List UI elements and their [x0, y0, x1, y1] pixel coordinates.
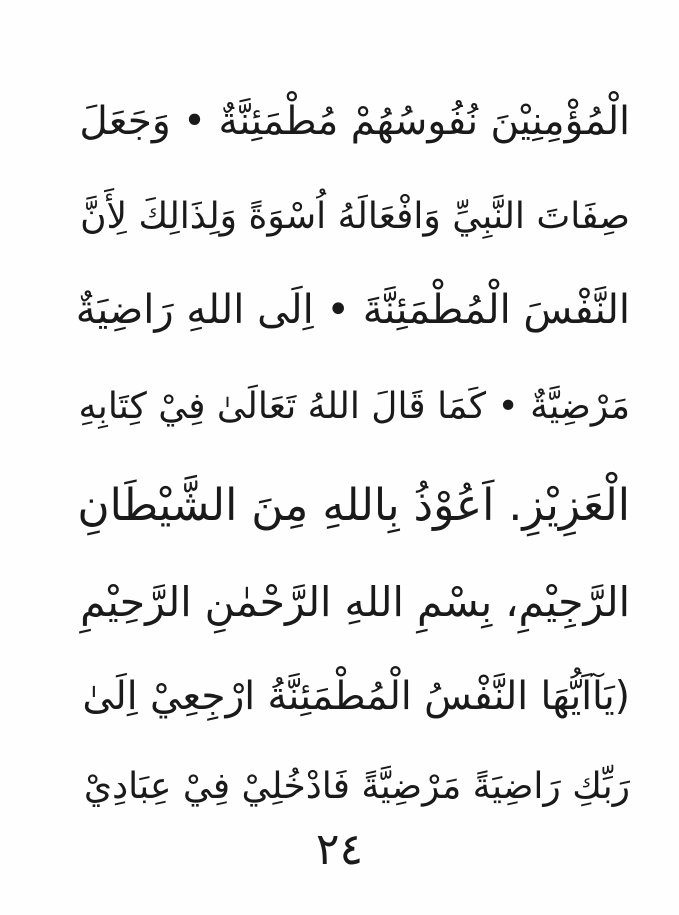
text-line-8: رَبِّكِ رَاضِيَةً مَرْضِيَّةً فَادْخُلِيْ فِيْ عِبَادِيْ	[83, 766, 630, 807]
text-line-5: الْعَزِيْزِ. اَعُوْذُ بِاللهِ مِنَ الشَّيْطَانِ	[77, 480, 630, 531]
text-line-3: النَّفْسَ الْمُطْمَئِنَّةَ • اِلَى اللهِ رَاضِيَةٌ	[75, 287, 630, 333]
text-line-6: الرَّجِيْمِ، بِسْمِ اللهِ الرَّحْمٰنِ الرَّحِيْمِ	[80, 578, 630, 626]
text-line-1: الْمُؤْمِنِيْنَ نُفُوسُهُمْ مُطْمَئِنَّةٌ • وَجَعَلَ	[79, 99, 630, 144]
page-number: ٢٤	[315, 824, 364, 875]
text-line-2: صِفَاتَ النَّبِيِّ وَافْعَالَهُ اُسْوَةً وَلِذَالِكَ لِأَنَّ	[80, 196, 630, 237]
text-line-4: مَرْضِيَّةٌ • كَمَا قَالَ اللهُ تَعَالَىٰ فِيْ كِتَابِهِ	[78, 386, 630, 427]
text-line-7: (يَآاَيُّهَا النَّفْسُ الْمُطْمَئِنَّةُ ارْجِعِيْ اِلَىٰ	[82, 674, 630, 719]
